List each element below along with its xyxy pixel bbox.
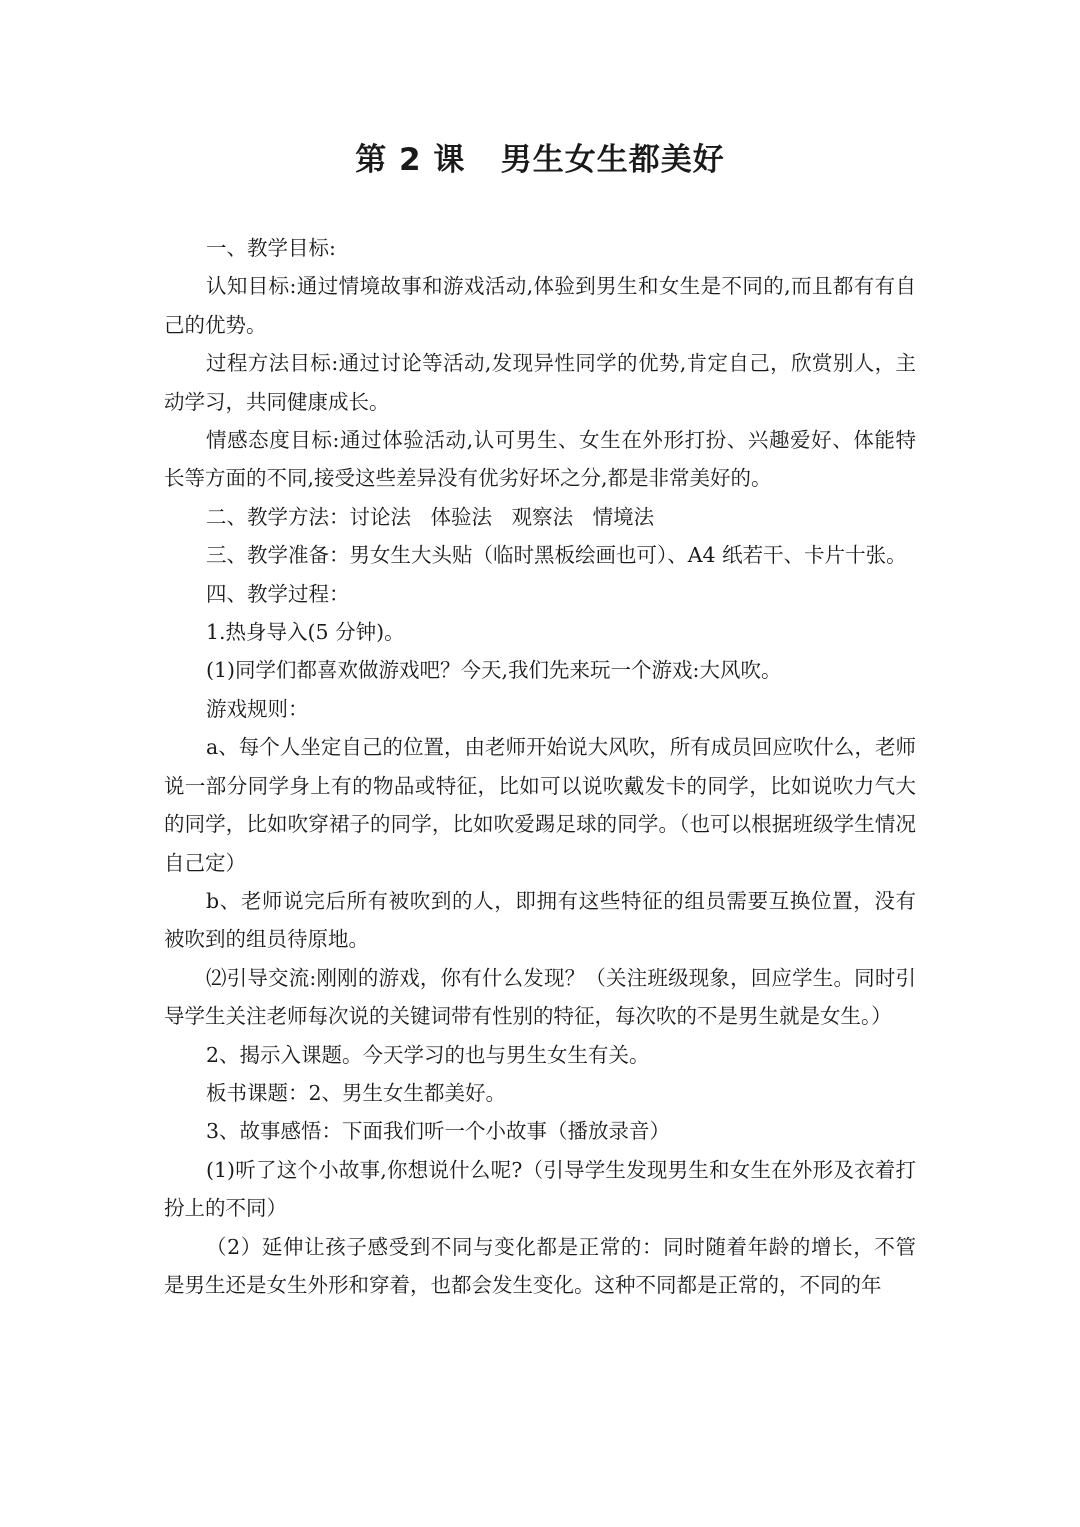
paragraph-warmup: 1.热身导入(5 分钟)。: [206, 620, 405, 645]
section-heading-teaching-process: 四、教学过程：: [206, 581, 350, 606]
paragraph-rule-a: a、每个人坐定自己的位置，由老师开始说大风吹，所有成员回应吹什么，老师说一部分同学身上有的物品或特征，比如可以说吹戴发卡的同学，比如说吹力气大的同学，比如吹穿裙子的同学，比如吹爱踢足球的同学。（也可以根据班级学生情况自己定）: [164, 735, 916, 875]
paragraph-reveal-topic: 2、揭示入课题。今天学习的也与男生女生有关。: [206, 1042, 650, 1067]
paragraph-guided-discussion: ⑵引导交流:刚刚的游戏，你有什么发现？（关注班级现象，回应学生。同时引导学生关注老师每次说的关键词带有性别的特征，每次吹的不是男生就是女生。）: [164, 965, 916, 1029]
section-heading-teaching-preparation: 三、教学准备：男女生大头贴（临时黑板绘画也可）、A4 纸若干、卡片十张。: [206, 543, 907, 568]
paragraph-process-goal: 过程方法目标:通过讨论等活动,发现异性同学的优势,肯定自己，欣赏别人，主动学习，共同健康成长。: [164, 351, 916, 414]
section-heading-teaching-goals: 一、教学目标:: [206, 236, 336, 260]
document-body: [164, 229, 916, 1304]
paragraph-rule-b: b、老师说完后所有被吹到的人，即拥有这些特征的组员需要互换位置，没有被吹到的组员待原地。: [164, 888, 916, 952]
paragraph-story: 3、故事感悟：下面我们听一个小故事（播放录音）: [206, 1119, 671, 1144]
paragraph-story-question: (1)听了这个小故事,你想说什么呢?（引导学生发现男生和女生在外形及衣着打扮上的不同）: [164, 1157, 916, 1221]
document-title: 第 2 课 男生女生都美好: [355, 142, 725, 178]
paragraph-cognitive-goal: 认知目标:通过情境故事和游戏活动,体验到男生和女生是不同的,而且都有有自己的优势。: [164, 274, 916, 337]
paragraph-emotional-goal: 情感态度目标:通过体验活动,认可男生、女生在外形打扮、兴趣爱好、体能特长等方面的不同,接受这些差异没有优劣好坏之分,都是非常美好的。: [164, 428, 916, 491]
paragraph-board-title: 板书课题：2、男生女生都美好。: [206, 1080, 507, 1105]
paragraph-game-intro: (1)同学们都喜欢做游戏吧？今天,我们先来玩一个游戏:大风吹。: [206, 658, 782, 683]
paragraph-game-rules-heading: 游戏规则：: [206, 696, 309, 721]
section-heading-teaching-methods: 二、教学方法：讨论法 体验法 观察法 情境法: [206, 504, 655, 529]
paragraph-extension: （2）延伸让孩子感受到不同与变化都是正常的：同时随着年龄的增长，不管是男生还是女生外形和穿着，也都会发生变化。这种不同都是正常的，不同的年: [164, 1234, 916, 1297]
